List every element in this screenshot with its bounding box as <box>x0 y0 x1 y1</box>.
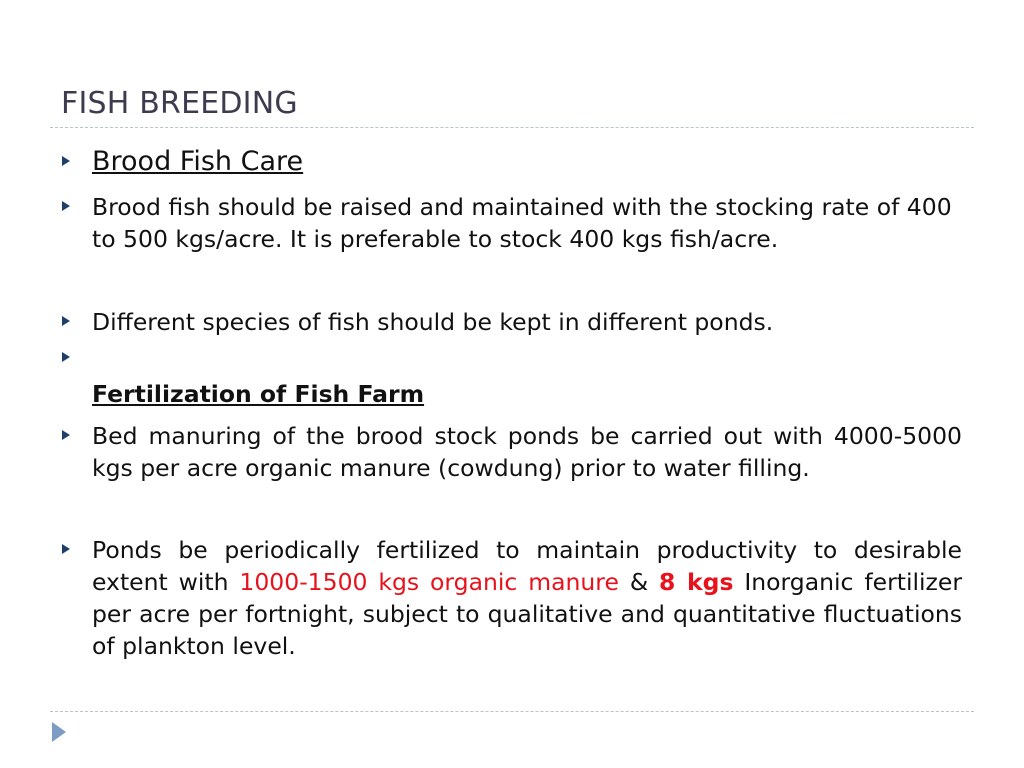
list-item: Bed manuring of the brood stock ponds be carried out with 4000-5000 kgs per acre organic manure (cowdung) prior to water filling. <box>92 422 962 482</box>
bullet-arrow-icon <box>62 544 70 554</box>
body-text: Ponds be periodically fertilized to maintain productivity to desirable extent with <box>92 536 962 596</box>
body-text: & <box>618 568 660 596</box>
highlight-text: 8 kgs <box>659 568 734 596</box>
list-item: Different species of fish should be kept in different ponds. <box>92 308 774 336</box>
slide-title: FISH BREEDING <box>61 86 298 121</box>
list-item: Brood fish should be raised and maintained with the stocking rate of 400 to 500 kgs/acre. It is preferable to stock 400 kgs fish/acre. <box>92 193 952 253</box>
bullet-arrow-icon <box>62 316 70 326</box>
bullet-arrow-icon <box>62 156 70 166</box>
bullet-arrow-icon <box>62 352 70 362</box>
list-item <box>92 378 962 410</box>
bullet-arrow-icon <box>62 430 70 440</box>
section-heading: Brood Fish Care <box>92 146 304 177</box>
section-heading: Fertilization of Fish Farm <box>92 380 425 408</box>
body-text: Inorganic fertilizer per acre per fortnight, subject to qualitative and quantitative fluctuations of plankton level. <box>92 568 963 660</box>
bullet-arrow-icon <box>62 201 70 211</box>
highlight-text: 1000-1500 kgs organic manure <box>239 568 619 596</box>
list-item <box>92 146 962 178</box>
bottom-divider <box>50 711 974 712</box>
triangle-right-icon[interactable] <box>52 722 66 742</box>
list-item <box>92 534 962 662</box>
